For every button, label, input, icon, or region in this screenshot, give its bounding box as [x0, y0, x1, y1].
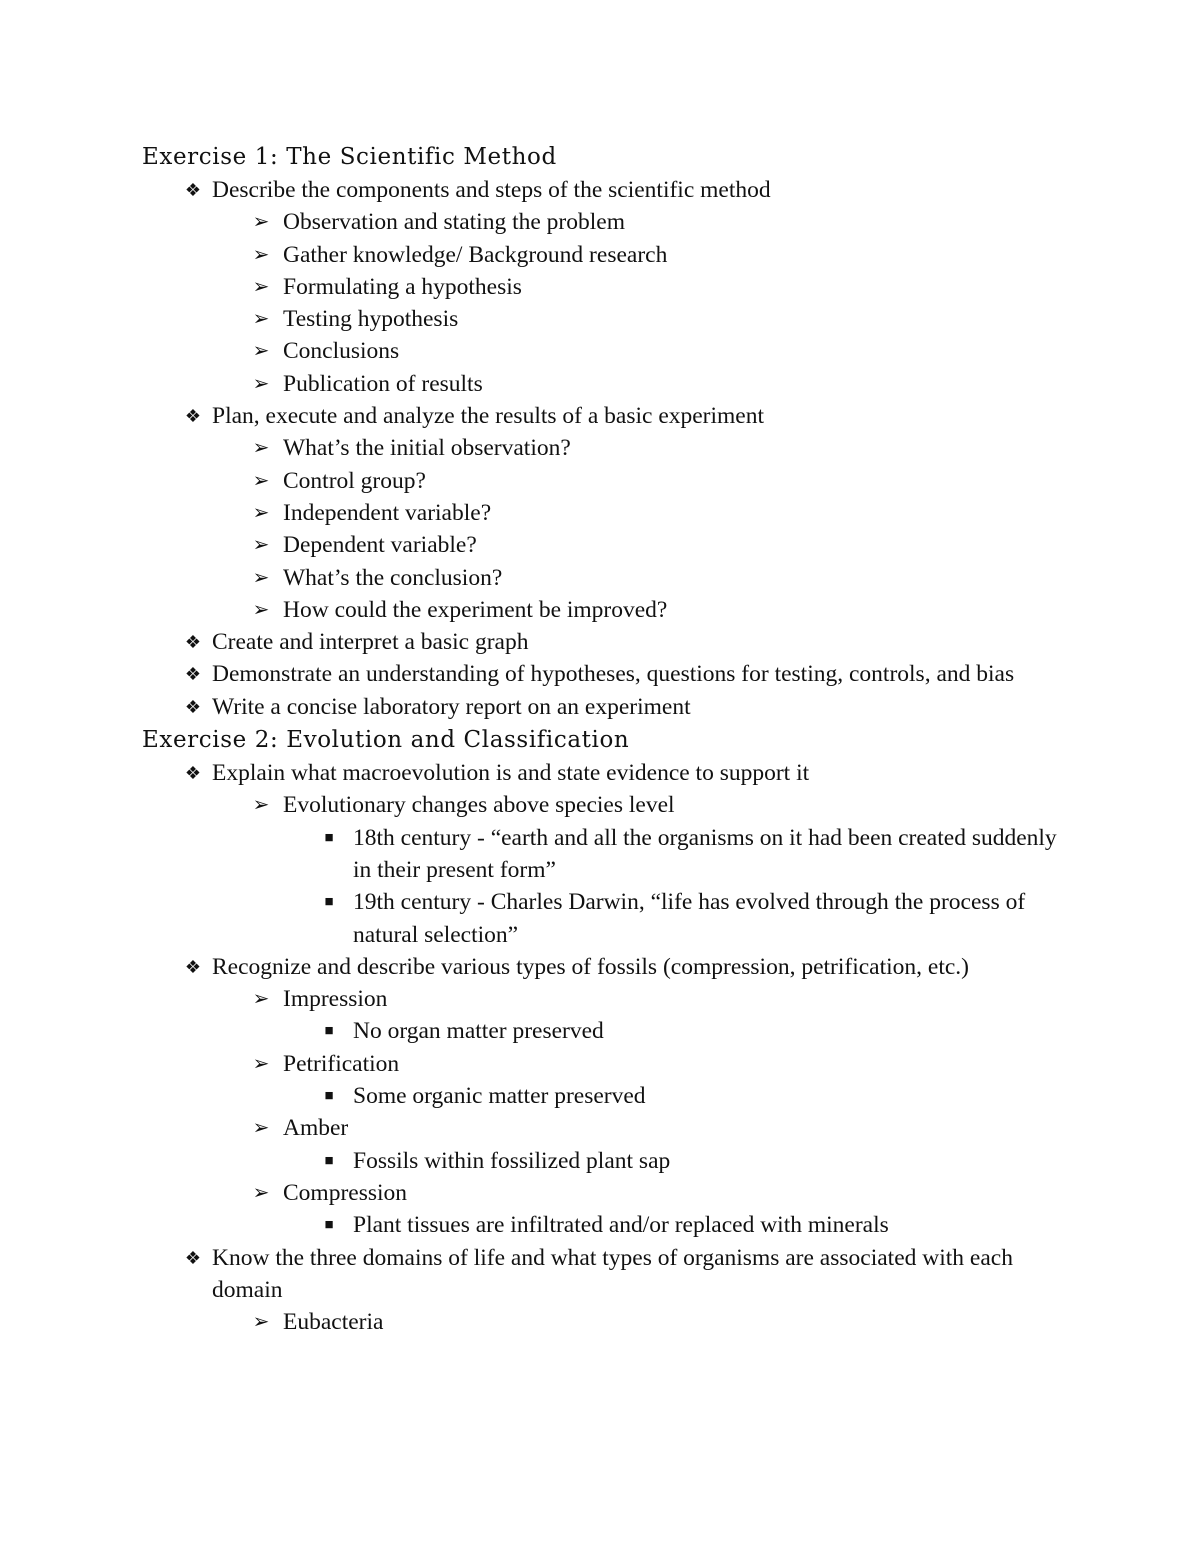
outline-item-text: Independent variable? — [283, 499, 492, 526]
outline-content — [142, 140, 1062, 1338]
outline-item-level-1 — [142, 951, 1062, 983]
outline-item-level-3 — [142, 822, 1062, 887]
outline-item-level-3 — [142, 1080, 1062, 1112]
outline-item-text: Testing hypothesis — [283, 306, 459, 333]
outline-item-text: Explain what macroevolution is and state evidence to support it — [212, 760, 810, 787]
outline-item-text: Impression — [283, 986, 388, 1013]
outline-item-text: What’s the conclusion? — [283, 564, 503, 591]
outline-item-level-2 — [142, 303, 1062, 335]
outline-item-level-2 — [142, 594, 1062, 626]
outline-item-text: Eubacteria — [283, 1309, 384, 1336]
section-heading: Exercise 1: The Scientific Method — [142, 144, 557, 170]
outline-item-text: Conclusions — [283, 338, 400, 365]
outline-item-level-2 — [142, 368, 1062, 400]
square-bullet-icon: ■ — [324, 1023, 334, 1040]
arrowhead-bullet-icon: ➢ — [252, 1052, 270, 1075]
arrowhead-bullet-icon: ➢ — [252, 794, 270, 817]
outline-item-level-2 — [142, 497, 1062, 529]
outline-item-level-1 — [142, 1242, 1062, 1307]
outline-item-text: Formulating a hypothesis — [283, 273, 522, 300]
outline-item-level-2 — [142, 562, 1062, 594]
outline-item-text: Write a concise laboratory report on an experiment — [212, 693, 691, 720]
diamond-bullet-icon: ❖ — [184, 406, 202, 427]
outline-item-text: Observation and stating the problem — [283, 209, 625, 236]
outline-item-level-2 — [142, 206, 1062, 238]
arrowhead-bullet-icon: ➢ — [252, 275, 270, 298]
outline-item-level-2 — [142, 335, 1062, 367]
outline-item-text: No organ matter preserved — [353, 1018, 604, 1045]
outline-item-text: Dependent variable? — [283, 532, 477, 559]
arrowhead-bullet-icon: ➢ — [252, 1181, 270, 1204]
outline-item-level-2 — [142, 983, 1062, 1015]
outline-item-text: Demonstrate an understanding of hypotheses, questions for testing, controls, and bias — [212, 661, 1015, 688]
diamond-bullet-icon: ❖ — [184, 1247, 202, 1268]
arrowhead-bullet-icon: ➢ — [252, 566, 270, 589]
arrowhead-bullet-icon: ➢ — [252, 598, 270, 621]
outline-item-level-3 — [142, 1015, 1062, 1047]
arrowhead-bullet-icon: ➢ — [252, 308, 270, 331]
outline-item-level-2 — [142, 465, 1062, 497]
outline-item-level-2 — [142, 1177, 1062, 1209]
outline-item-text: Amber — [283, 1115, 349, 1142]
square-bullet-icon: ■ — [324, 829, 334, 846]
outline-item-level-2 — [142, 239, 1062, 271]
arrowhead-bullet-icon: ➢ — [252, 211, 270, 234]
diamond-bullet-icon: ❖ — [184, 180, 202, 200]
square-bullet-icon: ■ — [324, 894, 334, 911]
outline-item-text: Control group? — [283, 467, 426, 494]
arrowhead-bullet-icon: ➢ — [252, 1311, 270, 1334]
outline-item-text: What’s the initial observation? — [283, 435, 571, 462]
diamond-bullet-icon: ❖ — [184, 763, 202, 784]
diamond-bullet-icon: ❖ — [184, 632, 202, 653]
outline-item-level-2 — [142, 789, 1062, 821]
arrowhead-bullet-icon: ➢ — [252, 340, 270, 363]
outline-item-level-3 — [142, 886, 1062, 951]
arrowhead-bullet-icon: ➢ — [252, 501, 270, 524]
arrowhead-bullet-icon: ➢ — [252, 534, 270, 557]
arrowhead-bullet-icon: ➢ — [252, 988, 270, 1011]
outline-item-text: Know the three domains of life and what types of organisms are associated with each domain — [212, 1244, 1013, 1303]
outline-item-text: Gather knowledge/ Background research — [283, 241, 668, 268]
outline-item-text: How could the experiment be improved? — [283, 596, 668, 623]
arrowhead-bullet-icon: ➢ — [252, 469, 270, 492]
outline-item-level-2 — [142, 1112, 1062, 1144]
diamond-bullet-icon: ❖ — [184, 696, 202, 717]
arrowhead-bullet-icon: ➢ — [252, 243, 270, 266]
outline-item-text: Fossils within fossilized plant sap — [353, 1147, 671, 1174]
diamond-bullet-icon: ❖ — [184, 664, 202, 685]
outline-item-text: Plant tissues are infiltrated and/or replaced with minerals — [353, 1212, 889, 1239]
outline-item-level-3 — [142, 1209, 1062, 1241]
arrowhead-bullet-icon: ➢ — [252, 437, 270, 460]
outline-item-text: Plan, execute and analyze the results of a basic experiment — [212, 403, 765, 430]
outline-item-level-1 — [142, 757, 1062, 789]
outline-item-level-2 — [142, 432, 1062, 464]
outline-item-level-1 — [142, 626, 1062, 658]
outline-item-text: Compression — [283, 1179, 408, 1206]
diamond-bullet-icon: ❖ — [184, 956, 202, 977]
outline-item-level-2 — [142, 1048, 1062, 1080]
outline-item-level-1 — [142, 691, 1062, 723]
outline-item-text: Publication of results — [283, 370, 483, 397]
section-heading: Exercise 2: Evolution and Classification — [142, 727, 630, 754]
outline-item-level-2 — [142, 271, 1062, 303]
outline-item-text: Create and interpret a basic graph — [212, 629, 529, 656]
outline-item-level-2 — [142, 529, 1062, 561]
arrowhead-bullet-icon: ➢ — [252, 1117, 270, 1140]
square-bullet-icon: ■ — [324, 1217, 334, 1234]
outline-item-text: Evolutionary changes above species level — [283, 792, 675, 819]
square-bullet-icon: ■ — [324, 1152, 334, 1169]
arrowhead-bullet-icon: ➢ — [252, 372, 270, 395]
outline-item-text: 18th century - “earth and all the organisms on it had been created suddenly in their present form” — [353, 824, 1057, 883]
outline-item-text: Some organic matter preserved — [353, 1083, 646, 1110]
outline-item-level-1 — [142, 658, 1062, 690]
square-bullet-icon: ■ — [324, 1088, 334, 1105]
outline-item-level-2 — [142, 1306, 1062, 1338]
outline-item-text: 19th century - Charles Darwin, “life has evolved through the process of natural selection” — [353, 889, 1026, 948]
outline-item-level-3 — [142, 1145, 1062, 1177]
outline-item-level-1 — [142, 174, 1062, 206]
outline-item-text: Petrification — [283, 1050, 400, 1077]
outline-item-level-1 — [142, 400, 1062, 432]
outline-item-text: Recognize and describe various types of fossils (compression, petrification, etc.) — [212, 953, 969, 980]
outline-item-text: Describe the components and steps of the scientific method — [212, 177, 771, 203]
